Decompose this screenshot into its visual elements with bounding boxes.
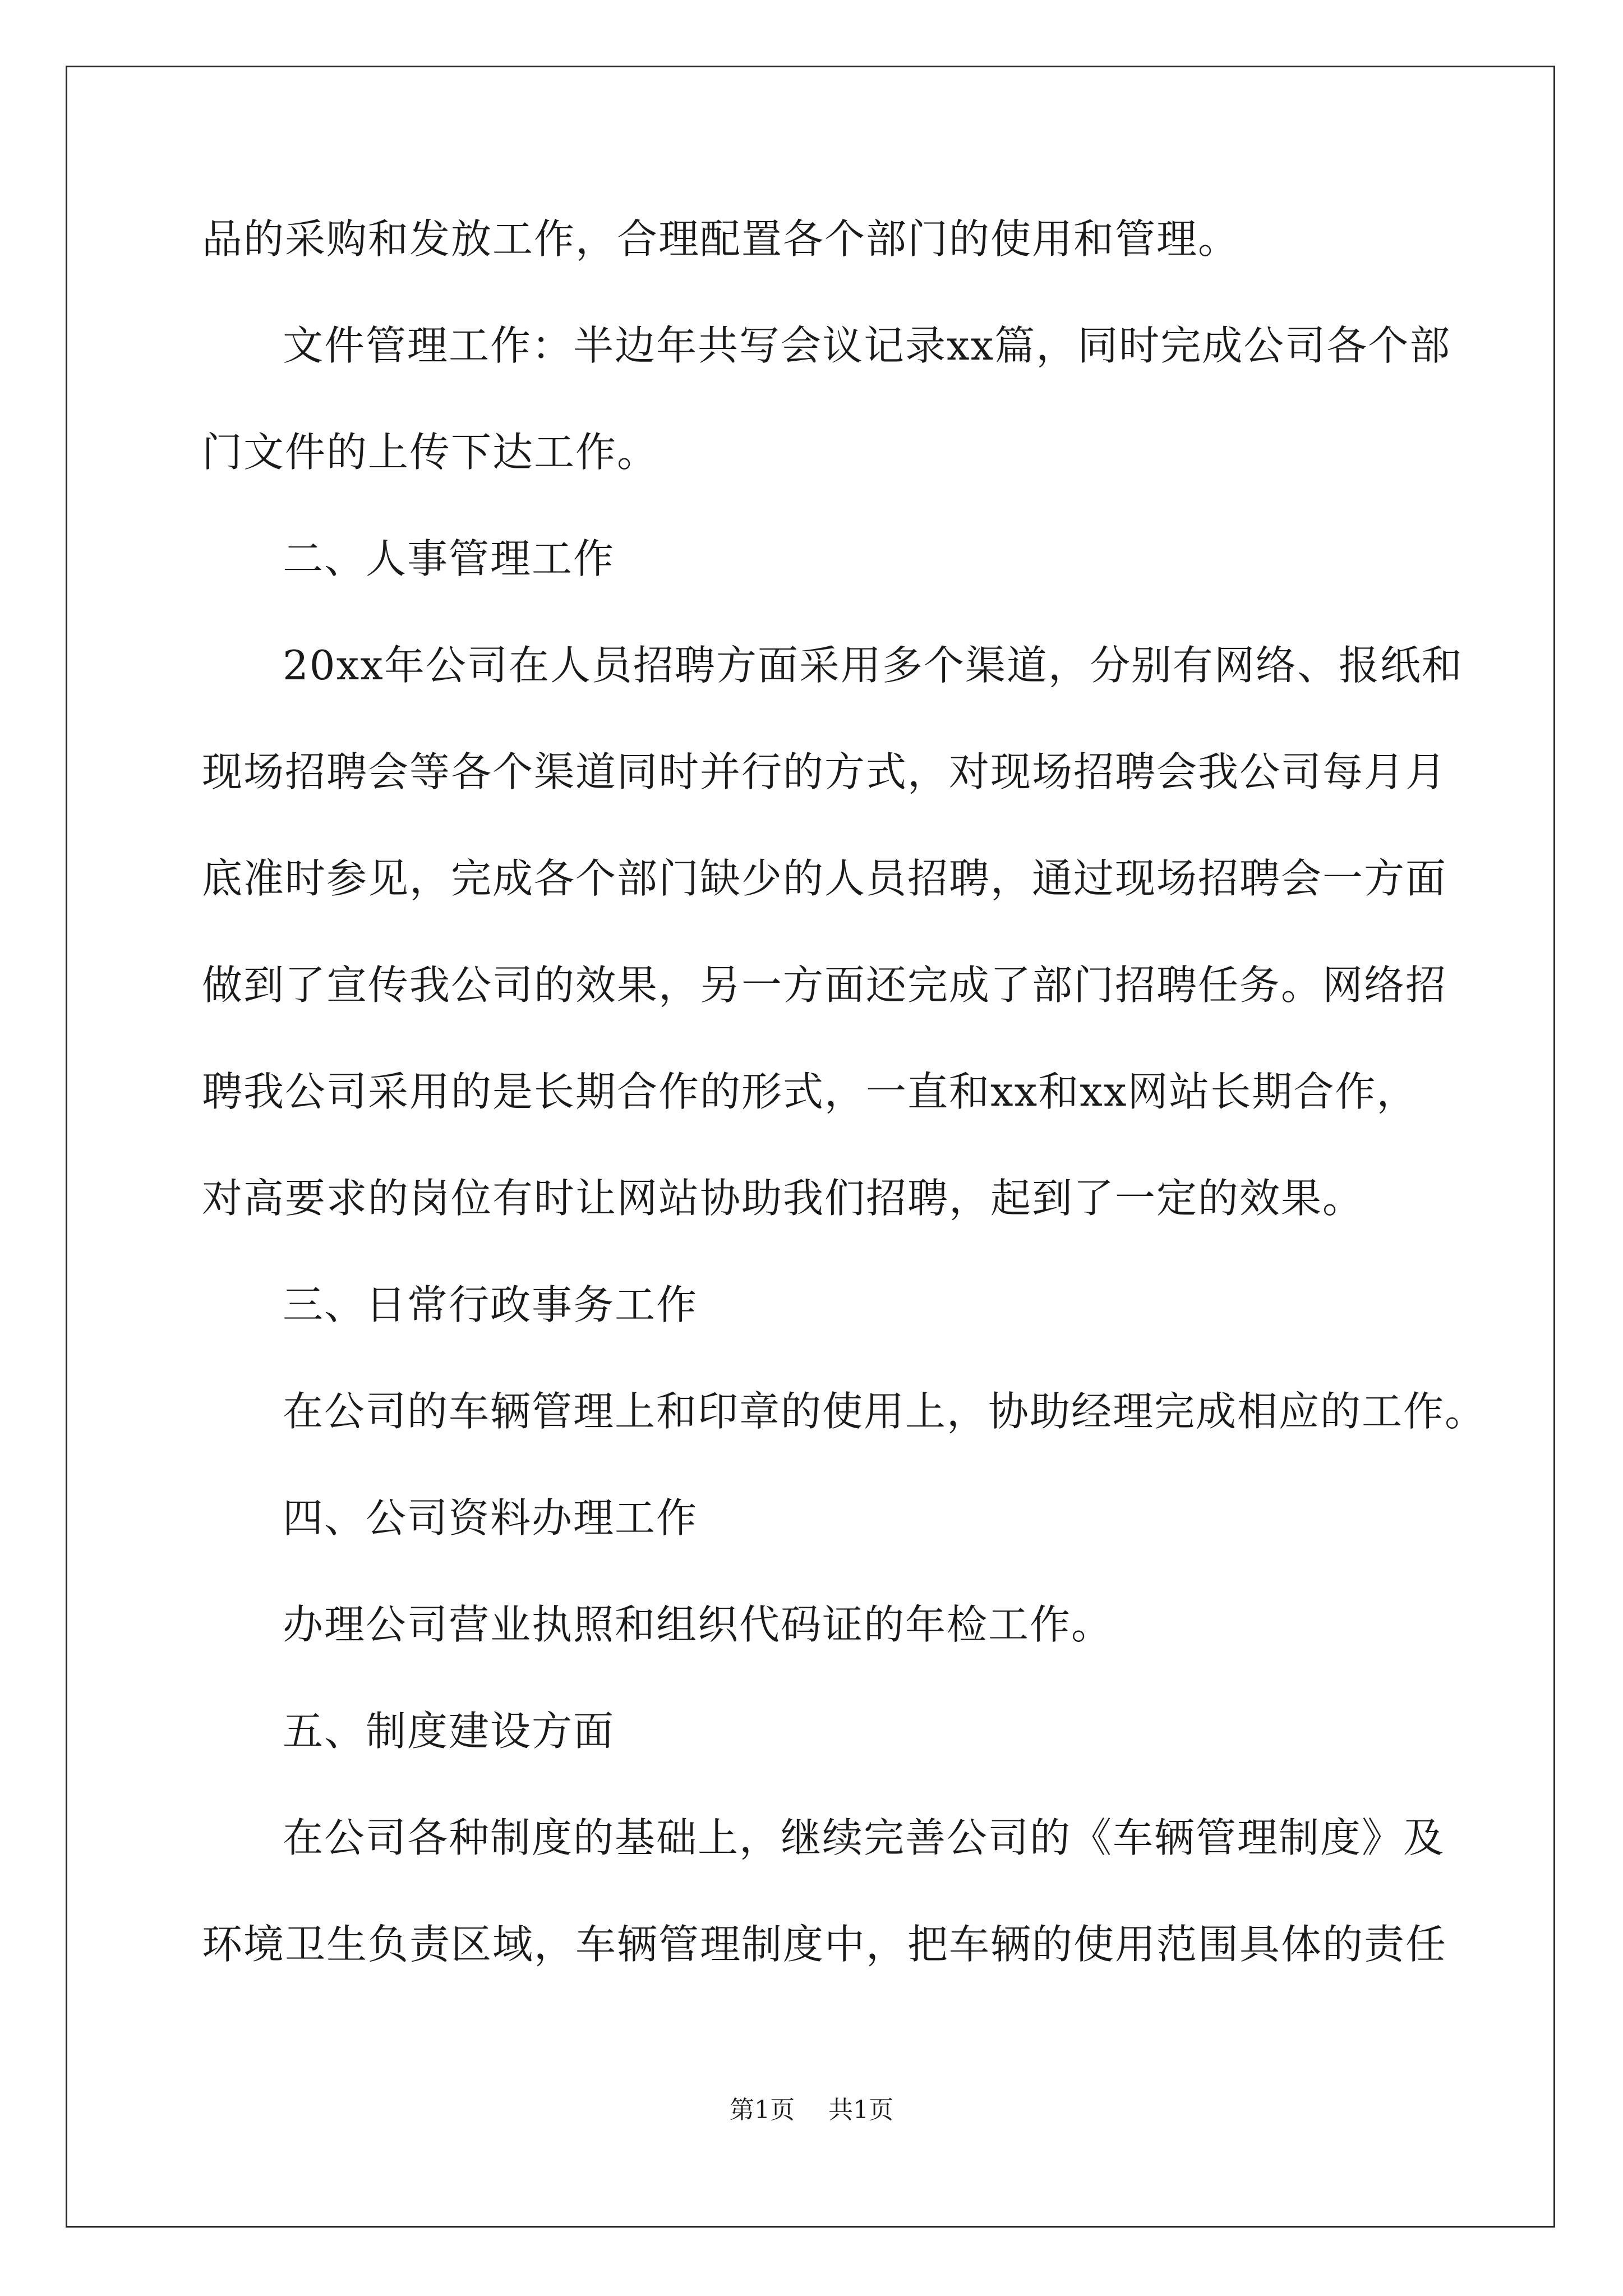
text-line: 在公司各种制度的基础上，继续完善公司的《车辆管理制度》及 [283, 1814, 1445, 1861]
text-line: 五、制度建设方面 [283, 1708, 615, 1755]
text-line: 底准时参见，完成各个部门缺少的人员招聘，通过现场招聘会一方面 [202, 855, 1447, 902]
text-line: 品的采购和发放工作，合理配置各个部门的使用和管理。 [202, 215, 1240, 263]
text-line: 现场招聘会等各个渠道同时并行的方式，对现场招聘会我公司每月月 [202, 748, 1447, 795]
text-line: 对高要求的岗位有时让网站协助我们招聘，起到了一定的效果。 [202, 1175, 1364, 1222]
text-line: 聘我公司采用的是长期合作的形式，一直和xx和xx网站长期合作， [202, 1068, 1418, 1115]
text-line: 四、公司资料办理工作 [283, 1494, 698, 1542]
text-line: 环境卫生负责区域，车辆管理制度中，把车辆的使用范围具体的责任 [202, 1921, 1447, 1968]
text-line: 文件管理工作：半边年共写会议记录xx篇，同时完成公司各个部 [283, 322, 1451, 369]
text-line: 门文件的上传下达工作。 [202, 429, 659, 476]
text-line: 二、人事管理工作 [283, 535, 615, 582]
page-number-current: 第1页 [730, 2096, 795, 2124]
text-line: 做到了宣传我公司的效果，另一方面还完成了部门招聘任务。网络招 [202, 961, 1447, 1009]
text-line: 办理公司营业执照和组织代码证的年检工作。 [283, 1601, 1113, 1648]
page-footer [0, 2098, 1623, 2123]
text-line: 20xx年公司在人员招聘方面采用多个渠道，分别有网络、报纸和 [283, 642, 1463, 689]
document-body [202, 215, 1487, 2031]
text-line: 三、日常行政事务工作 [283, 1281, 698, 1328]
page-number-total: 共1页 [828, 2096, 893, 2124]
text-line: 在公司的车辆管理上和印章的使用上，协助经理完成相应的工作。 [283, 1388, 1487, 1435]
